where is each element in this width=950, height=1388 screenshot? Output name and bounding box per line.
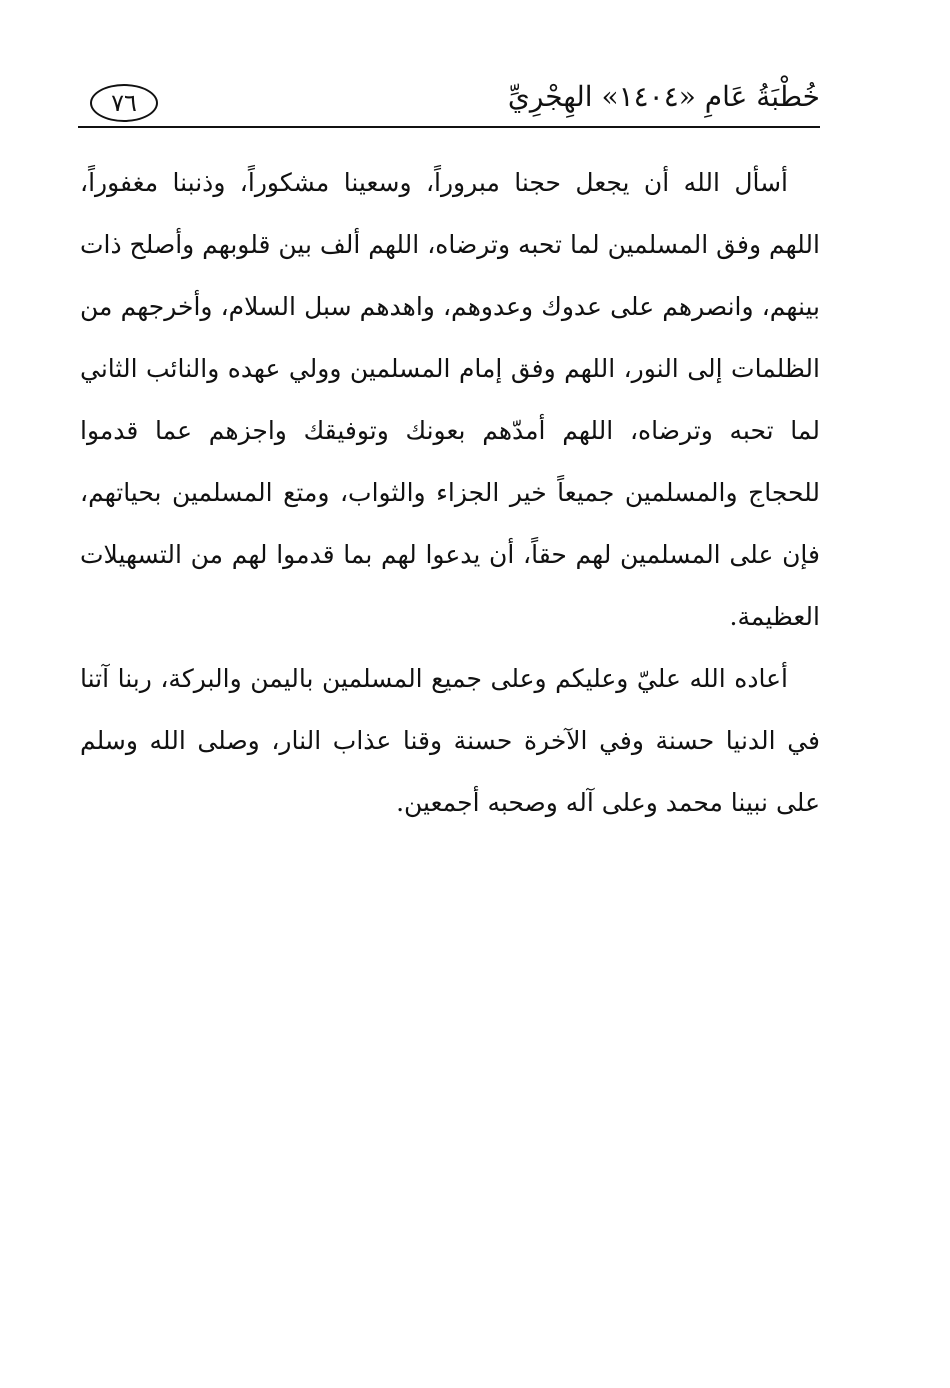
- paragraph-2: أعاده الله عليّ وعليكم وعلى جميع المسلمين باليمن والبركة، ربنا آتنا في الدنيا حسنة وفي الآخرة حسنة وقنا عذاب النار، وصلى الله وسلم على نبينا محمد وعلى آله وصحبه أجمعين.: [80, 664, 820, 817]
- paragraph-1: أسأل الله أن يجعل حجنا مبروراً، وسعينا مشكوراً، وذنبنا مغفوراً، اللهم وفق المسلمين لما تحبه وترضاه، اللهم ألف بين قلوبهم وأصلح ذات بينهم، وانصرهم على عدوك وعدوهم، واهدهم سبل السلام، وأخرجهم من الظلمات إلى النور، اللهم وفق إمام المسلمين وولي عهده والنائب الثاني لما تحبه وترضاه، اللهم أمدّهم بعونك وتوفيقك واجزهم عما قدموا للحجاج والمسلمين جميعاً خير الجزاء والثواب، ومتع المسلمين بحياتهم، فإن على المسلمين لهم حقاً، أن يدعوا لهم بما قدموا لهم من التسهيلات العظيمة.: [80, 168, 820, 631]
- header-rule: [78, 126, 820, 128]
- running-title: خُطْبَةُ عَامِ «١٤٠٤» الهِجْرِيِّ: [507, 80, 820, 113]
- page-number: ٧٦: [90, 84, 158, 122]
- body-text: [80, 152, 820, 834]
- page-header: [78, 72, 820, 128]
